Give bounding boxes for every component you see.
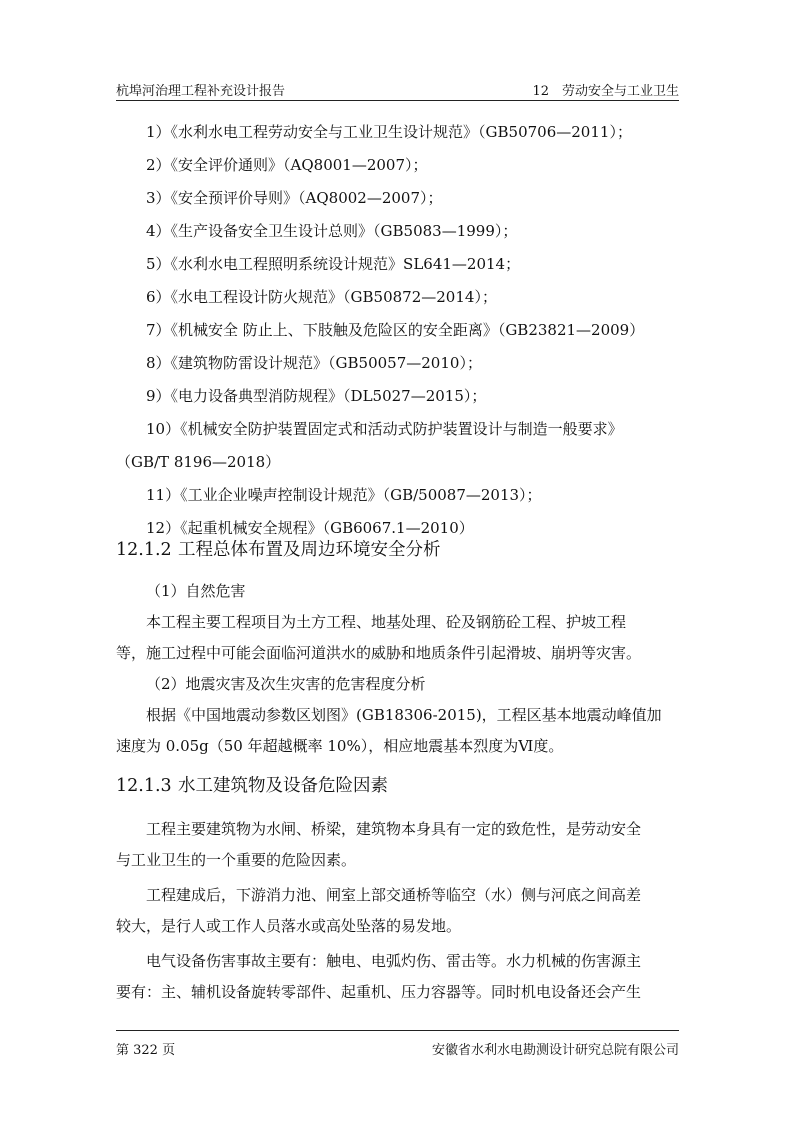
section-title: 水工建筑物及设备危险因素 (178, 776, 388, 796)
subheading-natural-hazard: （1）自然危害 (146, 582, 246, 600)
reference-item: 10）《机械安全防护装置固定式和活动式防护装置设计与制造一般要求》 (146, 420, 623, 438)
subheading-earthquake-hazard: （2）地震灾害及次生灾害的危害程度分析 (146, 675, 426, 693)
reference-item: 11）《工业企业噪声控制设计规范》（GB/50087—2013）； (146, 486, 542, 504)
reference-item: 12）《起重机械安全规程》（GB6067.1—2010） (146, 519, 474, 537)
reference-item: 7）《机械安全 防止上、下肢触及危险区的安全距离》（GB23821—2009） (146, 321, 645, 339)
reference-item: 8）《建筑物防雷设计规范》（GB50057—2010）； (146, 354, 482, 372)
reference-list (116, 118, 681, 547)
section-number: 12.1.2 (116, 540, 172, 560)
paragraph-line: 根据《中国地震动参数区划图》(GB18306-2015)，工程区基本地震动峰值加 (146, 706, 662, 724)
page-header (116, 78, 679, 101)
paragraph-line: 本工程主要工程项目为土方工程、地基处理、砼及钢筋砼工程、护坡工程 (146, 613, 627, 631)
section-heading-12-1-3 (116, 772, 388, 797)
section-heading-12-1-2 (116, 536, 441, 561)
reference-item: 5）《水利水电工程照明系统设计规范》SL641—2014； (146, 255, 521, 273)
page-footer (116, 1030, 679, 1058)
reference-item: 1）《水利水电工程劳动安全与工业卫生设计规范》（GB50706—2011）； (146, 123, 632, 141)
section-body-12-1-3 (116, 814, 681, 1008)
reference-item: 3）《安全预评价导则》（AQ8002—2007）； (146, 189, 443, 207)
paragraph-line: 速度为 0.05g（50 年超越概率 10%），相应地震基本烈度为Ⅵ度。 (116, 737, 564, 755)
paragraph-line: 较大，是行人或工作人员落水或高处坠落的易发地。 (116, 917, 462, 935)
section-title: 工程总体布置及周边环境安全分析 (178, 540, 441, 560)
paragraph-line: 工程主要建筑物为水闸、桥梁，建筑物本身具有一定的致危性，是劳动安全 (146, 820, 642, 838)
paragraph-line: 与工业卫生的一个重要的危险因素。 (116, 851, 357, 869)
section-body-12-1-2 (116, 576, 681, 762)
footer-company-name: 安徽省水利水电勘测设计研究总院有限公司 (431, 1043, 679, 1058)
reference-item-continuation: （GB/T 8196—2018） (116, 453, 281, 471)
header-chapter-title: 12 劳动安全与工业卫生 (532, 84, 679, 99)
header-report-title: 杭埠河治理工程补充设计报告 (116, 84, 286, 99)
section-number: 12.1.3 (116, 776, 172, 796)
reference-item: 2）《安全评价通则》（AQ8001—2007）； (146, 156, 428, 174)
paragraph-line: 等，施工过程中可能会面临河道洪水的威胁和地质条件引起滑坡、崩坍等灾害。 (116, 644, 642, 662)
paragraph-line: 电气设备伤害事故主要有：触电、电弧灼伤、雷击等。水力机械的伤害源主 (146, 952, 642, 970)
paragraph-line: 工程建成后，下游消力池、闸室上部交通桥等临空（水）侧与河底之间高差 (146, 886, 642, 904)
paragraph-line: 要有：主、辅机设备旋转零部件、起重机、压力容器等。同时机电设备还会产生 (116, 983, 642, 1001)
reference-item: 9）《电力设备典型消防规程》（DL5027—2015）； (146, 387, 487, 405)
page-number: 第 322 页 (116, 1043, 176, 1058)
reference-item: 4）《生产设备安全卫生设计总则》（GB5083—1999）； (146, 222, 518, 240)
reference-item: 6）《水电工程设计防火规范》（GB50872—2014）； (146, 288, 497, 306)
